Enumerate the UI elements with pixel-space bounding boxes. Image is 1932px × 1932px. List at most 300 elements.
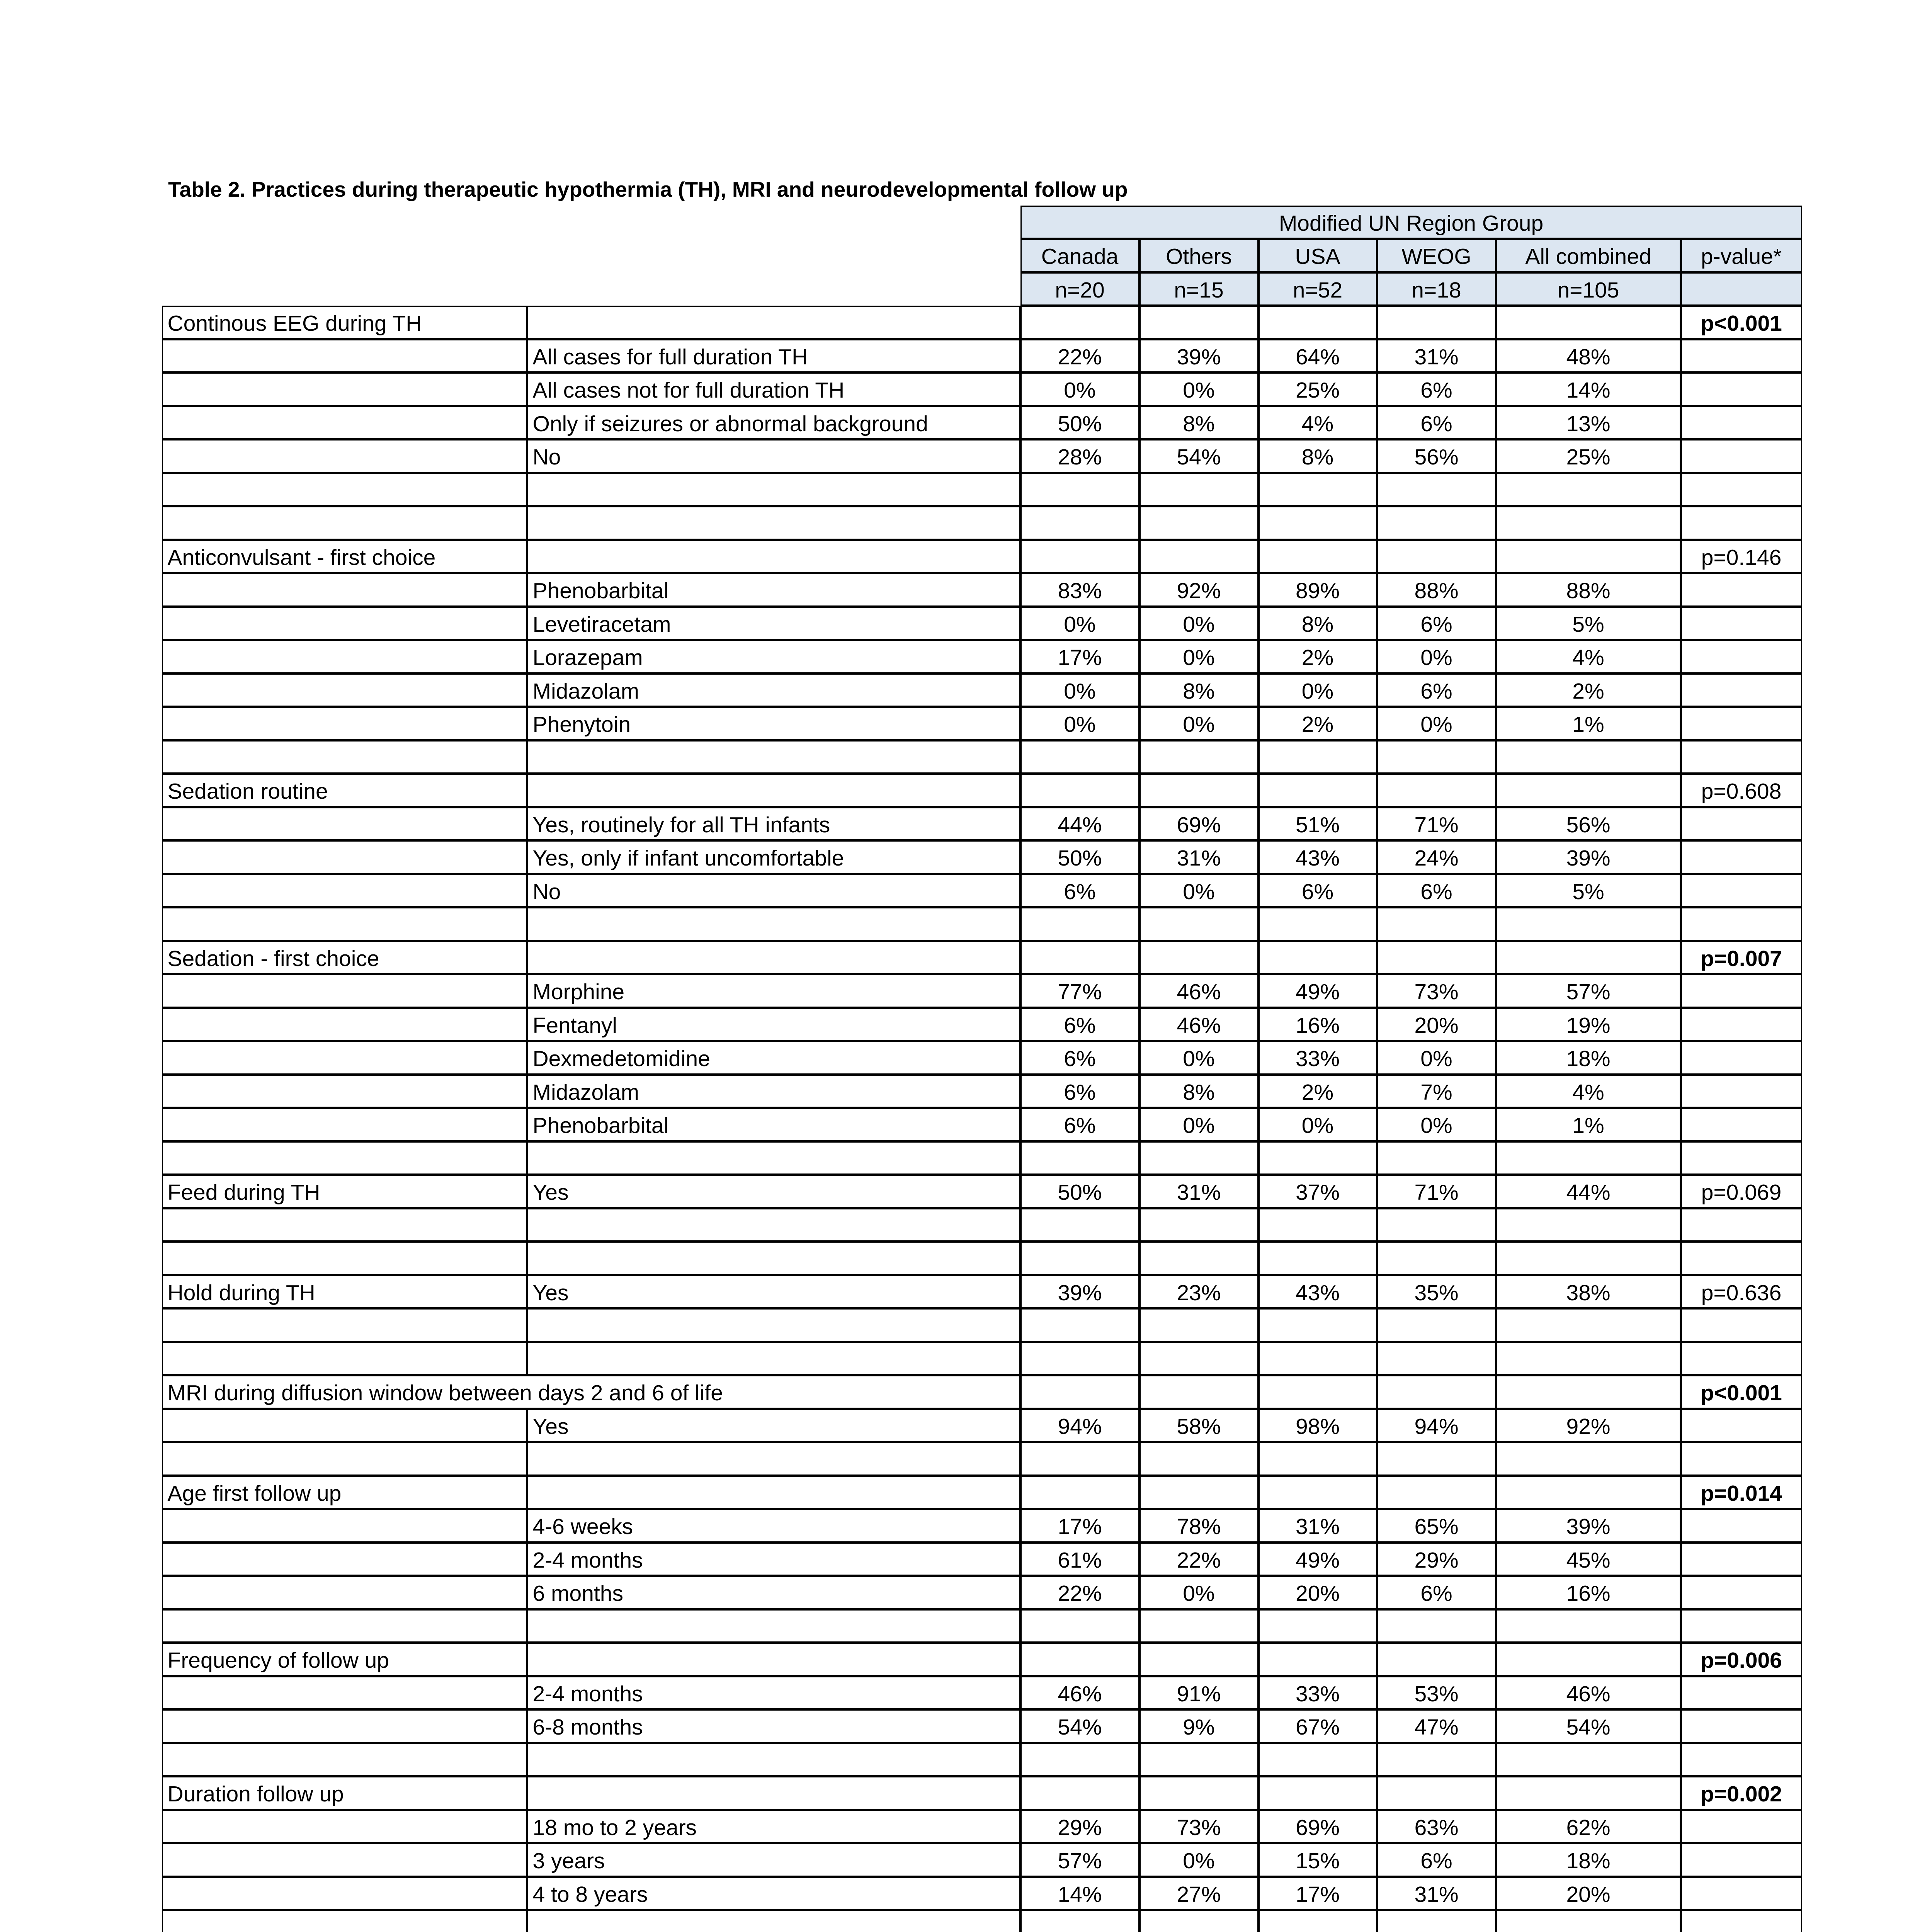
value-cell: 0% <box>1139 1041 1259 1075</box>
value-cell <box>1139 506 1259 540</box>
row-sublabel: Yes, only if infant uncomfortable <box>527 840 1020 874</box>
p-value-cell <box>1681 1208 1802 1242</box>
p-value-cell <box>1681 1141 1802 1175</box>
table-row <box>162 1877 1803 1911</box>
table-row <box>162 1342 1803 1376</box>
value-cell: 94% <box>1377 1409 1496 1442</box>
value-cell: 6% <box>1377 406 1496 440</box>
value-cell: 48% <box>1496 339 1681 373</box>
value-cell: 6% <box>1020 1075 1139 1108</box>
row-sublabel <box>527 1208 1020 1242</box>
value-cell <box>1139 1476 1259 1509</box>
table-row <box>162 741 1803 774</box>
row-sublabel <box>527 1141 1020 1175</box>
p-value-cell: p<0.001 <box>1681 1375 1802 1409</box>
value-cell <box>1139 740 1259 774</box>
row-sublabel <box>527 740 1020 774</box>
row-sublabel: 6 months <box>527 1576 1020 1609</box>
row-sublabel <box>527 1609 1020 1643</box>
value-cell <box>1139 1442 1259 1476</box>
value-cell: 47% <box>1377 1709 1496 1743</box>
row-sublabel: Dexmedetomidine <box>527 1041 1020 1075</box>
row-sublabel: No <box>527 874 1020 908</box>
value-cell: 37% <box>1259 1175 1377 1208</box>
n-value: n=20 <box>1020 272 1139 306</box>
value-cell <box>1377 1342 1496 1376</box>
value-cell <box>1139 1342 1259 1376</box>
value-cell: 89% <box>1259 573 1377 607</box>
table-row <box>162 1209 1803 1242</box>
p-value-cell: p=0.002 <box>1681 1776 1802 1810</box>
row-sublabel: Phenobarbital <box>527 1108 1020 1141</box>
row-sublabel <box>527 306 1020 339</box>
value-cell <box>1496 1242 1681 1275</box>
row-label <box>162 1910 527 1932</box>
table-row <box>162 1376 1803 1410</box>
table-row <box>162 1075 1803 1109</box>
row-label <box>162 740 527 774</box>
n-value: n=52 <box>1259 272 1377 306</box>
row-label <box>162 506 527 540</box>
value-cell <box>1377 473 1496 507</box>
value-cell: 50% <box>1020 1175 1139 1208</box>
row-sublabel: 2-4 months <box>527 1543 1020 1576</box>
table-row <box>162 1710 1803 1744</box>
value-cell <box>1377 1776 1496 1810</box>
value-cell <box>1139 1609 1259 1643</box>
value-cell: 31% <box>1377 1877 1496 1910</box>
table-row <box>162 975 1803 1009</box>
value-cell: 46% <box>1139 974 1259 1008</box>
row-label: Frequency of follow up <box>162 1643 527 1676</box>
value-cell <box>1139 473 1259 507</box>
value-cell <box>1377 1208 1496 1242</box>
row-sublabel <box>527 1242 1020 1275</box>
value-cell: 53% <box>1377 1676 1496 1710</box>
value-cell: 6% <box>1377 673 1496 707</box>
p-value-cell <box>1681 473 1802 507</box>
value-cell <box>1259 907 1377 941</box>
value-cell <box>1496 941 1681 975</box>
p-value-cell <box>1681 1108 1802 1141</box>
table-row <box>162 941 1803 975</box>
row-label <box>162 573 527 607</box>
row-sublabel: Fentanyl <box>527 1008 1020 1041</box>
value-cell <box>1377 306 1496 339</box>
value-cell: 22% <box>1020 339 1139 373</box>
row-sublabel: 4-6 weeks <box>527 1509 1020 1543</box>
value-cell: 31% <box>1139 1175 1259 1208</box>
value-cell <box>1020 1643 1139 1676</box>
p-value-cell <box>1681 372 1802 406</box>
table-row <box>162 1309 1803 1343</box>
table-row <box>162 1276 1803 1309</box>
value-cell: 17% <box>1020 640 1139 673</box>
value-cell: 78% <box>1139 1509 1259 1543</box>
value-cell <box>1259 1208 1377 1242</box>
table-row <box>162 1743 1803 1777</box>
value-cell: 15% <box>1259 1843 1377 1877</box>
row-label <box>162 1543 527 1576</box>
table-row <box>162 440 1803 474</box>
p-value-cell <box>1681 1041 1802 1075</box>
row-sublabel: Yes <box>527 1275 1020 1309</box>
p-value-cell <box>1681 874 1802 908</box>
value-cell: 29% <box>1020 1810 1139 1844</box>
column-header: All combined <box>1496 239 1681 272</box>
value-cell <box>1139 907 1259 941</box>
value-cell: 43% <box>1259 1275 1377 1309</box>
row-sublabel: 4 to 8 years <box>527 1877 1020 1910</box>
value-cell <box>1139 306 1259 339</box>
value-cell: 92% <box>1496 1409 1681 1442</box>
row-label <box>162 473 527 507</box>
value-cell <box>1496 907 1681 941</box>
row-sublabel <box>527 941 1020 975</box>
row-label <box>162 1442 527 1476</box>
value-cell <box>1377 506 1496 540</box>
value-cell <box>1020 1609 1139 1643</box>
value-cell: 64% <box>1259 339 1377 373</box>
p-value-cell <box>1681 1308 1802 1342</box>
value-cell: 33% <box>1259 1676 1377 1710</box>
row-label <box>162 607 527 640</box>
value-cell: 4% <box>1496 1075 1681 1108</box>
value-cell: 13% <box>1496 406 1681 440</box>
table-row <box>162 1142 1803 1175</box>
table-row <box>162 874 1803 908</box>
row-sublabel: Morphine <box>527 974 1020 1008</box>
value-cell: 0% <box>1020 707 1139 740</box>
row-label <box>162 840 527 874</box>
value-cell: 4% <box>1259 406 1377 440</box>
row-label <box>162 874 527 908</box>
value-cell: 8% <box>1139 1075 1259 1108</box>
row-sublabel <box>527 1776 1020 1810</box>
p-value-cell <box>1681 840 1802 874</box>
row-label: Age first follow up <box>162 1476 527 1509</box>
value-cell <box>1259 740 1377 774</box>
value-cell <box>1377 907 1496 941</box>
column-header: USA <box>1259 239 1377 272</box>
row-label <box>162 673 527 707</box>
value-cell: 94% <box>1020 1409 1139 1442</box>
header-row-columns <box>162 240 1803 273</box>
row-sublabel: Lorazepam <box>527 640 1020 673</box>
p-value-cell <box>1681 1743 1802 1777</box>
value-cell <box>1020 907 1139 941</box>
value-cell: 54% <box>1020 1709 1139 1743</box>
p-value-cell <box>1681 907 1802 941</box>
value-cell <box>1377 1910 1496 1932</box>
value-cell: 92% <box>1139 573 1259 607</box>
value-cell <box>1139 774 1259 807</box>
row-label: Sedation - first choice <box>162 941 527 975</box>
value-cell <box>1139 1743 1259 1777</box>
p-value-cell <box>1681 1609 1802 1643</box>
value-cell <box>1020 941 1139 975</box>
table-row <box>162 1911 1803 1932</box>
value-cell <box>1020 774 1139 807</box>
value-cell: 22% <box>1139 1543 1259 1576</box>
table-row <box>162 1242 1803 1276</box>
p-value-cell: p<0.001 <box>1681 306 1802 339</box>
value-cell <box>1020 1375 1139 1409</box>
value-cell <box>1139 1308 1259 1342</box>
value-cell: 2% <box>1496 673 1681 707</box>
row-sublabel <box>527 907 1020 941</box>
value-cell: 8% <box>1139 673 1259 707</box>
n-value: n=18 <box>1377 272 1496 306</box>
value-cell: 6% <box>1259 874 1377 908</box>
row-sublabel: 2-4 months <box>527 1676 1020 1710</box>
table-row <box>162 373 1803 407</box>
value-cell: 20% <box>1377 1008 1496 1041</box>
p-value-cell: p=0.146 <box>1681 540 1802 573</box>
value-cell <box>1377 774 1496 807</box>
p-value-cell <box>1681 607 1802 640</box>
value-cell: 88% <box>1377 573 1496 607</box>
value-cell: 0% <box>1377 1041 1496 1075</box>
value-cell <box>1020 506 1139 540</box>
value-cell: 61% <box>1020 1543 1139 1576</box>
p-value-cell: p=0.014 <box>1681 1476 1802 1509</box>
value-cell: 35% <box>1377 1275 1496 1309</box>
value-cell: 4% <box>1496 640 1681 673</box>
value-cell <box>1496 506 1681 540</box>
value-cell: 0% <box>1020 372 1139 406</box>
value-cell: 5% <box>1496 607 1681 640</box>
value-cell: 91% <box>1139 1676 1259 1710</box>
column-header: Others <box>1139 239 1259 272</box>
value-cell: 0% <box>1139 874 1259 908</box>
value-cell: 9% <box>1139 1709 1259 1743</box>
value-cell <box>1496 473 1681 507</box>
value-cell: 18% <box>1496 1843 1681 1877</box>
value-cell <box>1259 1442 1377 1476</box>
value-cell: 6% <box>1020 1108 1139 1141</box>
row-label <box>162 1743 527 1777</box>
value-cell: 0% <box>1377 707 1496 740</box>
value-cell: 44% <box>1496 1175 1681 1208</box>
table-row <box>162 1510 1803 1543</box>
value-cell <box>1377 740 1496 774</box>
value-cell: 31% <box>1377 339 1496 373</box>
value-cell: 25% <box>1496 439 1681 473</box>
p-value-cell <box>1681 1075 1802 1108</box>
p-value-cell: p=0.636 <box>1681 1275 1802 1309</box>
row-sublabel: 18 mo to 2 years <box>527 1810 1020 1844</box>
value-cell: 43% <box>1259 840 1377 874</box>
value-cell <box>1259 1308 1377 1342</box>
value-cell: 71% <box>1377 807 1496 841</box>
row-label <box>162 1576 527 1609</box>
value-cell: 0% <box>1139 1108 1259 1141</box>
row-label <box>162 1877 527 1910</box>
row-sublabel: Phenytoin <box>527 707 1020 740</box>
table-row <box>162 340 1803 373</box>
table-row <box>162 1643 1803 1677</box>
value-cell <box>1496 1776 1681 1810</box>
p-value-cell <box>1681 640 1802 673</box>
row-label <box>162 406 527 440</box>
row-label <box>162 1342 527 1376</box>
row-sublabel: No <box>527 439 1020 473</box>
value-cell <box>1139 1208 1259 1242</box>
table-title: Table 2. Practices during therapeutic hypothermia (TH), MRI and neurodevelopmental follow up <box>168 177 1128 201</box>
value-cell: 54% <box>1496 1709 1681 1743</box>
value-cell <box>1377 1743 1496 1777</box>
value-cell <box>1496 740 1681 774</box>
p-value-cell <box>1681 807 1802 841</box>
value-cell <box>1496 774 1681 807</box>
table-row <box>162 473 1803 507</box>
value-cell <box>1377 1141 1496 1175</box>
value-cell <box>1496 1743 1681 1777</box>
value-cell: 6% <box>1377 607 1496 640</box>
value-cell <box>1496 1308 1681 1342</box>
value-cell: 83% <box>1020 573 1139 607</box>
value-cell: 28% <box>1020 439 1139 473</box>
table-row <box>162 1810 1803 1844</box>
row-label: Hold during TH <box>162 1275 527 1309</box>
value-cell: 2% <box>1259 707 1377 740</box>
value-cell <box>1377 1609 1496 1643</box>
row-label <box>162 1041 527 1075</box>
value-cell: 50% <box>1020 406 1139 440</box>
value-cell: 39% <box>1139 339 1259 373</box>
value-cell: 0% <box>1139 707 1259 740</box>
value-cell <box>1139 1643 1259 1676</box>
table-row <box>162 607 1803 641</box>
value-cell: 45% <box>1496 1543 1681 1576</box>
value-cell: 14% <box>1496 372 1681 406</box>
value-cell: 2% <box>1259 1075 1377 1108</box>
value-cell: 56% <box>1377 439 1496 473</box>
value-cell <box>1020 1242 1139 1275</box>
value-cell <box>1020 1743 1139 1777</box>
value-cell <box>1496 1910 1681 1932</box>
value-cell: 16% <box>1259 1008 1377 1041</box>
row-label <box>162 1208 527 1242</box>
p-value-cell <box>1681 506 1802 540</box>
row-label <box>162 1409 527 1442</box>
group-header: Modified UN Region Group <box>1020 206 1802 239</box>
table-row <box>162 808 1803 841</box>
value-cell: 6% <box>1377 372 1496 406</box>
row-label: Continous EEG during TH <box>162 306 527 339</box>
value-cell: 17% <box>1259 1877 1377 1910</box>
value-cell: 38% <box>1496 1275 1681 1309</box>
value-cell: 20% <box>1496 1877 1681 1910</box>
row-label: Anticonvulsant - first choice <box>162 540 527 573</box>
table-row <box>162 1175 1803 1209</box>
p-value-cell: p=0.069 <box>1681 1175 1802 1208</box>
value-cell: 14% <box>1020 1877 1139 1910</box>
value-cell: 31% <box>1259 1509 1377 1543</box>
value-cell: 54% <box>1139 439 1259 473</box>
value-cell: 0% <box>1139 640 1259 673</box>
row-sublabel <box>527 1308 1020 1342</box>
table-row <box>162 1109 1803 1142</box>
row-label <box>162 640 527 673</box>
value-cell <box>1259 1776 1377 1810</box>
value-cell: 50% <box>1020 840 1139 874</box>
value-cell: 0% <box>1377 640 1496 673</box>
header-row-n <box>162 273 1803 306</box>
value-cell: 39% <box>1496 1509 1681 1543</box>
p-value-cell <box>1681 1676 1802 1710</box>
table-row <box>162 1443 1803 1476</box>
value-cell <box>1020 1776 1139 1810</box>
p-value-cell <box>1681 1910 1802 1932</box>
value-cell: 25% <box>1259 372 1377 406</box>
value-cell: 0% <box>1139 372 1259 406</box>
row-sublabel <box>527 473 1020 507</box>
table-row <box>162 774 1803 808</box>
value-cell: 57% <box>1496 974 1681 1008</box>
value-cell <box>1139 1242 1259 1275</box>
value-cell <box>1496 1476 1681 1509</box>
row-label: Duration follow up <box>162 1776 527 1810</box>
value-cell: 69% <box>1139 807 1259 841</box>
p-value-cell <box>1681 740 1802 774</box>
value-cell: 0% <box>1377 1108 1496 1141</box>
value-cell: 5% <box>1496 874 1681 908</box>
value-cell <box>1259 540 1377 573</box>
row-sublabel <box>527 1442 1020 1476</box>
value-cell: 77% <box>1020 974 1139 1008</box>
value-cell: 88% <box>1496 573 1681 607</box>
value-cell <box>1259 1743 1377 1777</box>
value-cell <box>1139 540 1259 573</box>
row-sublabel: All cases not for full duration TH <box>527 372 1020 406</box>
value-cell: 51% <box>1259 807 1377 841</box>
value-cell <box>1259 1643 1377 1676</box>
p-value-cell <box>1681 1242 1802 1275</box>
value-cell: 0% <box>1020 607 1139 640</box>
value-cell <box>1377 1643 1496 1676</box>
row-sublabel <box>527 1643 1020 1676</box>
row-sublabel <box>527 506 1020 540</box>
value-cell <box>1377 1375 1496 1409</box>
value-cell <box>1496 1342 1681 1376</box>
table-row <box>162 707 1803 741</box>
row-label <box>162 1609 527 1643</box>
value-cell <box>1020 1476 1139 1509</box>
value-cell: 65% <box>1377 1509 1496 1543</box>
row-label <box>162 974 527 1008</box>
row-sublabel: Yes, routinely for all TH infants <box>527 807 1020 841</box>
value-cell <box>1139 1776 1259 1810</box>
value-cell <box>1259 774 1377 807</box>
table-row <box>162 1610 1803 1643</box>
value-cell: 7% <box>1377 1075 1496 1108</box>
row-label <box>162 1676 527 1710</box>
value-cell <box>1020 1141 1139 1175</box>
value-cell: 8% <box>1139 406 1259 440</box>
p-value-cell <box>1681 707 1802 740</box>
row-sublabel: 3 years <box>527 1843 1020 1877</box>
table-row <box>162 908 1803 942</box>
value-cell <box>1020 1910 1139 1932</box>
n-value-empty <box>1681 272 1802 306</box>
value-cell: 46% <box>1496 1676 1681 1710</box>
value-cell: 8% <box>1259 607 1377 640</box>
value-cell: 62% <box>1496 1810 1681 1844</box>
row-label <box>162 1008 527 1041</box>
p-value-cell <box>1681 1877 1802 1910</box>
